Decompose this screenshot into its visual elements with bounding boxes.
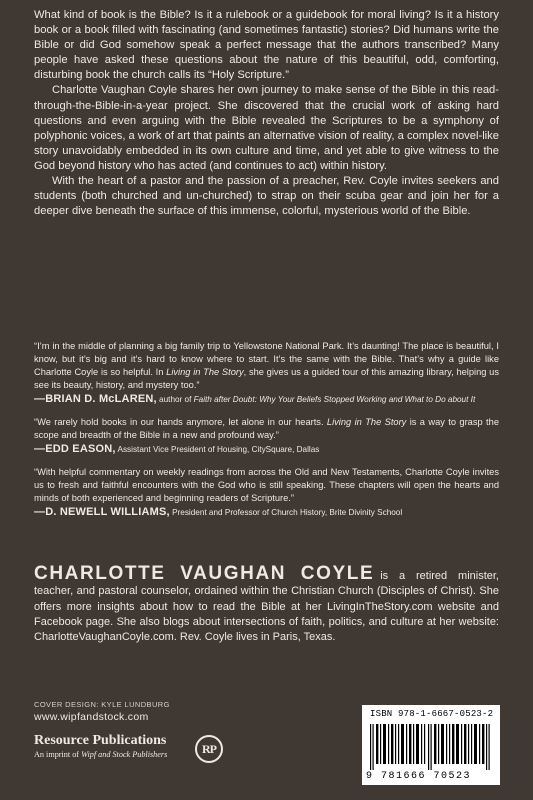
endorsement-attribution: —D. NEWELL WILLIAMS, President and Professor of Church History, Brite Divinity School — [34, 506, 403, 518]
publisher-website: www.wipfandstock.com — [34, 711, 149, 723]
endorsements — [34, 340, 499, 529]
description-paragraph-1: What kind of book is the Bible? Is it a rulebook or a guidebook for moral living? Is it a history book or a book filled with fascinating (and sometimes fantastic) stories? Did humans write the Bible or did God somehow speak a perfect message that the authors transcribed? Many people have asked these questions about the nature of this beautiful, odd, comforting, disturbing book the church calls its “Holy Scripture.” — [34, 9, 499, 82]
isbn-number: ISBN 978-1-6667-0523-2 — [370, 709, 494, 719]
author-bio — [34, 563, 499, 645]
description-paragraph-3: With the heart of a pastor and the passion of a preacher, Rev. Coyle invites seekers and students (both churched and un-churched) to strap on their scuba gear and join her for a deeper dive beneath the surface of this immense, colorful, mysterious world of the Bible. — [34, 175, 499, 218]
endorsement-mclaren: “I’m in the middle of planning a big family trip to Yellowstone National Park. It’s daunting! The place is beautiful, I know, but it’s big and it’s hard to know where to start. It’s the same with the Bible. That’s why a guide like Charlotte Coyle is so helpful. In Living in The Story, she gives us a guided tour of this amazing library, helping us see its beauty, history, and mystery too.” —BRIAN D. McLAREN, author of Faith after Doubt: Why Your Beliefs Stopped Working and What to Do about It — [34, 341, 499, 405]
author-bio-text: is a retired minister, teacher, and pastoral counselor, ordained within the Christian Church (Disciples of Christ). She offers more insights about how to read the Bible at her LivingInTheStory.com website and Facebook page. She also blogs about intersections of faith, politics, and culture at her website: CharlotteVaughanCoyle.com. Rev. Coyle lives in Paris, Texas. — [34, 570, 499, 644]
publisher-imprint — [34, 733, 167, 759]
publisher-logo-icon: RP — [195, 735, 223, 763]
book-description — [34, 8, 499, 219]
author-name: CHARLOTTE VAUGHAN COYLE — [34, 563, 375, 584]
publisher-name: Resource Publications — [34, 733, 167, 748]
barcode-icon — [368, 724, 492, 770]
endorsement-eason: “We rarely hold books in our hands anymore, let alone in our hearts. Living in The Story is a way to grasp the scope and breadth of the Bible in a new and profound way.” —EDD EASON, Assistant Vice President of Housing, CitySquare, Dallas — [34, 417, 499, 455]
endorser-name: —D. NEWELL WILLIAMS, — [34, 506, 170, 518]
endorsement-williams: “With helpful commentary on weekly readings from across the Old and New Testaments, Charlotte Coyle invites us to fresh and faithful encounters with the God who is still speaking. These chapters will open the hearts and minds of both experienced and beginning readers of Scripture.” —D. NEWELL WILLIAMS, President and Professor of Church History, Brite Divinity School — [34, 467, 499, 518]
description-paragraph-2: Charlotte Vaughan Coyle shares her own journey to make sense of the Bible in this read-through-the-Bible-in-a-year project. She discovered that the crucial work of asking hard questions and even arguing with the Bible revealed the Scriptures to be a symphony of polyphonic voices, a work of art that paints an alternative vision of reality, a complex novel-like story unavoidably embedded in its own culture and time, and yet able to give witness to the God beyond history who has acted (and continues to act) within history. — [34, 84, 499, 172]
publisher-subtitle: An imprint of Wipf and Stock Publishers — [34, 750, 168, 759]
isbn-barcode — [362, 705, 500, 785]
cover-design-credit: COVER DESIGN: KYLE LUNDBURG — [34, 700, 170, 709]
endorsement-attribution: —BRIAN D. McLAREN, author of Faith after Doubt: Why Your Beliefs Stopped Working and What to Do about It — [34, 393, 476, 405]
endorser-name: —BRIAN D. McLAREN, — [34, 393, 157, 405]
barcode-digits: 9 781666 70523 — [366, 771, 472, 782]
endorser-name: —EDD EASON, — [34, 443, 116, 455]
endorsement-attribution: —EDD EASON, Assistant Vice President of Housing, CitySquare, Dallas — [34, 443, 320, 455]
